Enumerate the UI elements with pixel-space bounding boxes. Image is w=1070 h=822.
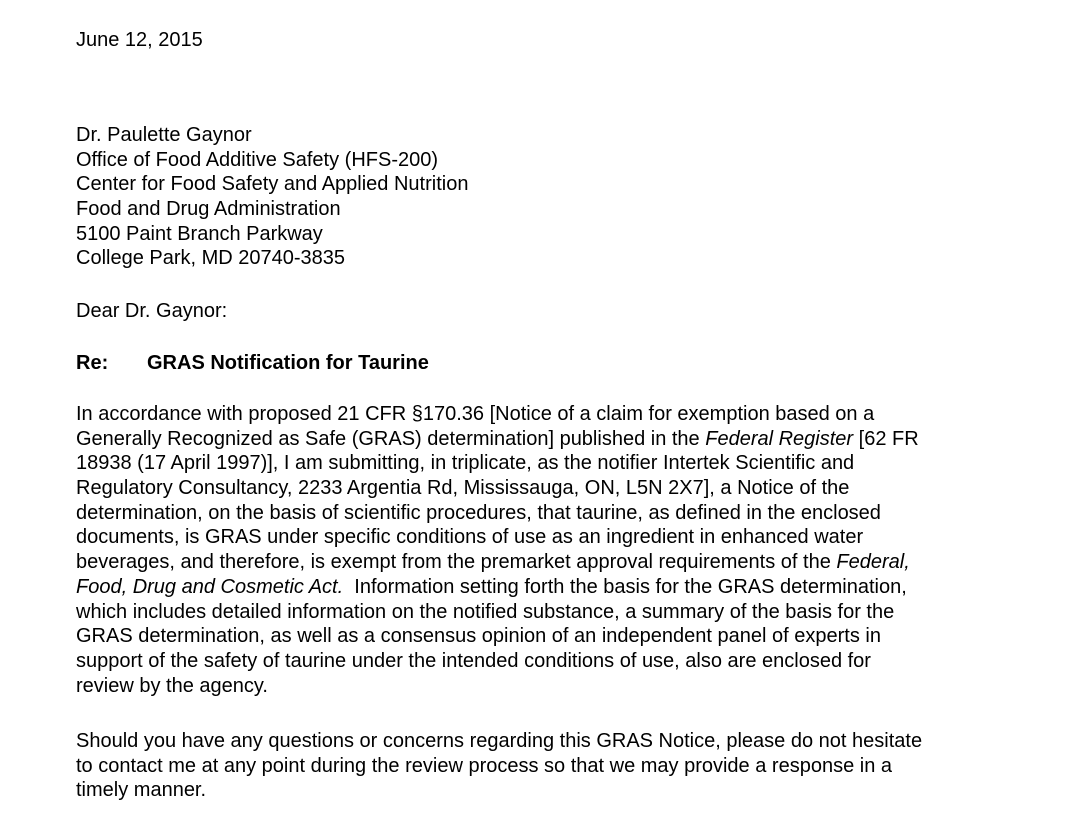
salutation: Dear Dr. Gaynor: xyxy=(76,300,228,322)
text-run: Generally Recognized as Safe (GRAS) determination] published in the xyxy=(76,427,706,450)
subject-line xyxy=(76,351,429,376)
paragraph-line xyxy=(76,427,919,452)
subject-label: Re: xyxy=(76,352,109,374)
recipient-center: Center for Food Safety and Applied Nutrition xyxy=(76,173,469,196)
text-run: Information setting forth the basis for the GRAS determination, xyxy=(343,575,907,598)
subject-text: GRAS Notification for Taurine xyxy=(147,352,429,374)
italic-text: Food, Drug and Cosmetic Act. xyxy=(76,575,344,598)
paragraph-line: documents, is GRAS under specific conditions of use as an ingredient in enhanced water xyxy=(76,526,864,549)
recipient-name: Dr. Paulette Gaynor xyxy=(76,124,252,146)
recipient-office: Office of Food Additive Safety (HFS-200) xyxy=(76,148,439,171)
paragraph-line: support of the safety of taurine under the intended conditions of use, also are enclosed for xyxy=(76,649,871,672)
paragraph-line: timely manner. xyxy=(76,779,207,802)
body-paragraph-2 xyxy=(76,729,922,803)
recipient-street: 5100 Paint Branch Parkway xyxy=(76,222,323,245)
text-run: [62 FR xyxy=(853,427,919,450)
paragraph-line: Should you have any questions or concerns regarding this GRAS Notice, please do not hesitate xyxy=(76,730,923,752)
text-run: beverages, and therefore, is exempt from the premarket approval requirements of the xyxy=(76,551,837,574)
paragraph-line: which includes detailed information on the notified substance, a summary of the basis for the xyxy=(76,600,895,623)
letter-date: June 12, 2015 xyxy=(76,29,203,51)
paragraph-line: Regulatory Consultancy, 2233 Argentia Rd, Mississauga, ON, L5N 2X7], a Notice of the xyxy=(76,477,850,500)
recipient-agency: Food and Drug Administration xyxy=(76,198,341,221)
recipient-city: College Park, MD 20740-3835 xyxy=(76,247,346,270)
italic-text: Federal Register xyxy=(705,427,854,450)
paragraph-line: GRAS determination, as well as a consensus opinion of an independent panel of experts in xyxy=(76,625,881,648)
paragraph-line: In accordance with proposed 21 CFR §170.36 [Notice of a claim for exemption based on a xyxy=(76,403,875,425)
body-paragraph-1 xyxy=(76,402,919,698)
paragraph-line: 18938 (17 April 1997)], I am submitting, in triplicate, as the notifier Intertek Scientific and xyxy=(76,452,855,475)
recipient-address xyxy=(76,123,468,271)
paragraph-line: to contact me at any point during the review process so that we may provide a response in a xyxy=(76,754,892,777)
paragraph-line: review by the agency. xyxy=(76,674,268,697)
paragraph-line: determination, on the basis of scientific procedures, that taurine, as defined in the enclosed xyxy=(76,501,881,524)
paragraph-line xyxy=(76,575,919,600)
paragraph-line xyxy=(76,550,919,575)
italic-text: Federal, xyxy=(836,551,910,574)
